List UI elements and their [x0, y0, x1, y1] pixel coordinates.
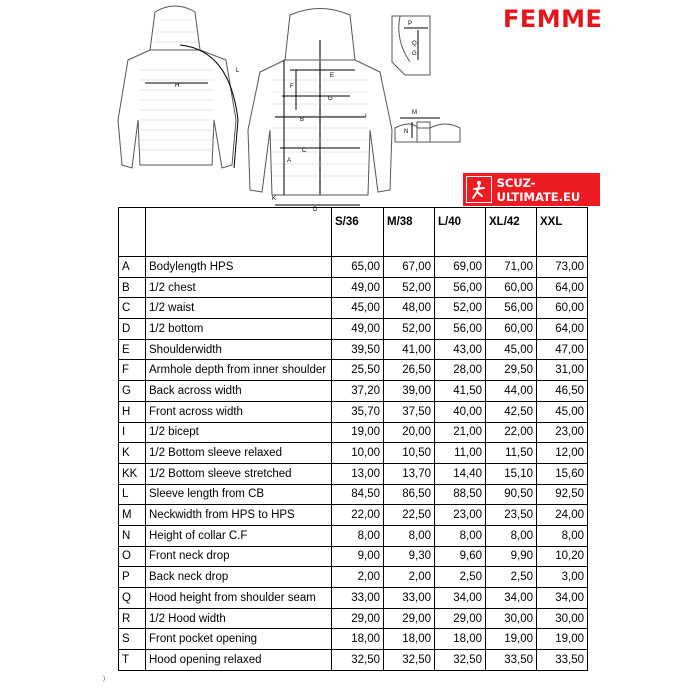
header-size-m: M/38 — [384, 208, 435, 257]
row-size-value: 31,00 — [537, 360, 588, 381]
table-row — [119, 422, 588, 443]
row-measurement-name: 1/2 Hood width — [146, 608, 332, 629]
row-size-value: 34,00 — [537, 588, 588, 609]
row-size-value: 13,70 — [384, 463, 435, 484]
row-size-value: 33,00 — [384, 588, 435, 609]
row-size-value: 26,50 — [384, 360, 435, 381]
ski-figure-icon — [466, 176, 492, 203]
row-measurement-name: Back across width — [146, 381, 332, 402]
row-size-value: 8,00 — [537, 525, 588, 546]
diagram-label-k: K — [272, 196, 277, 202]
header-measurement — [146, 208, 332, 257]
diagram-label-d: D — [313, 207, 318, 213]
row-size-value: 52,00 — [384, 277, 435, 298]
row-size-value: 11,50 — [486, 443, 537, 464]
row-code: K — [119, 443, 146, 464]
row-size-value: 60,00 — [486, 277, 537, 298]
row-size-value: 29,00 — [435, 608, 486, 629]
row-code: L — [119, 484, 146, 505]
row-size-value: 92,50 — [537, 484, 588, 505]
row-size-value: 2,50 — [435, 567, 486, 588]
row-code: E — [119, 339, 146, 360]
row-size-value: 22,00 — [332, 505, 384, 526]
table-row — [119, 298, 588, 319]
table-row — [119, 484, 588, 505]
row-size-value: 23,00 — [537, 422, 588, 443]
row-size-value: 10,00 — [332, 443, 384, 464]
row-size-value: 28,00 — [435, 360, 486, 381]
diagram-label-i: I — [365, 114, 367, 120]
row-size-value: 11,00 — [435, 443, 486, 464]
row-size-value: 23,00 — [435, 505, 486, 526]
row-size-value: 69,00 — [435, 257, 486, 278]
table-row — [119, 401, 588, 422]
row-measurement-name: 1/2 waist — [146, 298, 332, 319]
diagram-label-e: E — [330, 73, 335, 79]
row-size-value: 8,00 — [435, 525, 486, 546]
table-row — [119, 567, 588, 588]
row-size-value: 71,00 — [486, 257, 537, 278]
diagram-label-g: G — [328, 96, 333, 102]
row-measurement-name: Shoulderwidth — [146, 339, 332, 360]
row-size-value: 64,00 — [537, 277, 588, 298]
row-size-value: 90,50 — [486, 484, 537, 505]
row-size-value: 32,50 — [384, 650, 435, 671]
row-code: R — [119, 608, 146, 629]
table-row — [119, 588, 588, 609]
table-row — [119, 525, 588, 546]
header-size-l: L/40 — [435, 208, 486, 257]
row-size-value: 41,00 — [384, 339, 435, 360]
row-size-value: 56,00 — [486, 298, 537, 319]
logo-text: SCUZ-ULTIMATE.EU — [496, 175, 581, 204]
row-size-value: 48,00 — [384, 298, 435, 319]
row-size-value: 10,50 — [384, 443, 435, 464]
size-chart-table — [118, 207, 588, 671]
row-measurement-name: Front across width — [146, 401, 332, 422]
table-row — [119, 339, 588, 360]
row-size-value: 29,00 — [332, 608, 384, 629]
row-code: I — [119, 422, 146, 443]
row-measurement-name: Front neck drop — [146, 546, 332, 567]
row-size-value: 19,00 — [486, 629, 537, 650]
row-size-value: 56,00 — [435, 319, 486, 340]
row-size-value: 3,00 — [537, 567, 588, 588]
row-size-value: 18,00 — [384, 629, 435, 650]
diagram-label-f: F — [290, 84, 294, 90]
row-measurement-name: 1/2 bottom — [146, 319, 332, 340]
row-size-value: 20,00 — [384, 422, 435, 443]
row-code: N — [119, 525, 146, 546]
header-size-s: S/36 — [332, 208, 384, 257]
row-size-value: 24,00 — [537, 505, 588, 526]
row-size-value: 2,00 — [384, 567, 435, 588]
row-size-value: 2,00 — [332, 567, 384, 588]
row-size-value: 13,00 — [332, 463, 384, 484]
row-size-value: 39,50 — [332, 339, 384, 360]
table-row — [119, 629, 588, 650]
row-size-value: 15,10 — [486, 463, 537, 484]
row-size-value: 52,00 — [435, 298, 486, 319]
row-size-value: 9,90 — [486, 546, 537, 567]
row-code: C — [119, 298, 146, 319]
page-title: FEMME — [503, 5, 603, 33]
row-size-value: 40,00 — [435, 401, 486, 422]
row-code: M — [119, 505, 146, 526]
row-measurement-name: Sleeve length from CB — [146, 484, 332, 505]
row-size-value: 60,00 — [537, 298, 588, 319]
row-size-value: 9,60 — [435, 546, 486, 567]
row-code: G — [119, 381, 146, 402]
table-row — [119, 443, 588, 464]
row-size-value: 44,00 — [486, 381, 537, 402]
row-size-value: 14,40 — [435, 463, 486, 484]
table-row — [119, 608, 588, 629]
row-measurement-name: Height of collar C.F — [146, 525, 332, 546]
table-row — [119, 381, 588, 402]
brand-logo — [463, 173, 600, 206]
row-size-value: 12,00 — [537, 443, 588, 464]
front-view-sketch — [248, 9, 392, 206]
row-size-value: 35,70 — [332, 401, 384, 422]
row-code: H — [119, 401, 146, 422]
table-row — [119, 360, 588, 381]
row-size-value: 9,30 — [384, 546, 435, 567]
diagram-label-hood-g: G — [412, 51, 417, 57]
row-size-value: 8,00 — [332, 525, 384, 546]
diagram-label-h: H — [175, 83, 180, 89]
diagram-label-l: L — [236, 68, 240, 74]
row-size-value: 22,00 — [486, 422, 537, 443]
row-size-value: 42,50 — [486, 401, 537, 422]
row-size-value: 49,00 — [332, 277, 384, 298]
row-size-value: 30,00 — [537, 608, 588, 629]
row-size-value: 23,50 — [486, 505, 537, 526]
row-size-value: 39,00 — [384, 381, 435, 402]
row-size-value: 65,00 — [332, 257, 384, 278]
row-size-value: 15,60 — [537, 463, 588, 484]
table-row — [119, 650, 588, 671]
row-size-value: 43,00 — [435, 339, 486, 360]
row-measurement-name: Back neck drop — [146, 567, 332, 588]
row-size-value: 34,00 — [486, 588, 537, 609]
row-code: A — [119, 257, 146, 278]
table-row — [119, 257, 588, 278]
row-size-value: 9,00 — [332, 546, 384, 567]
header-size-xxl: XXL — [537, 208, 588, 257]
row-size-value: 47,00 — [537, 339, 588, 360]
table-row — [119, 277, 588, 298]
row-size-value: 29,00 — [384, 608, 435, 629]
row-measurement-name: 1/2 bicept — [146, 422, 332, 443]
row-size-value: 29,50 — [486, 360, 537, 381]
row-size-value: 25,50 — [332, 360, 384, 381]
row-measurement-name: Bodylength HPS — [146, 257, 332, 278]
row-size-value: 32,50 — [435, 650, 486, 671]
header-size-xl: XL/42 — [486, 208, 537, 257]
row-size-value: 41,50 — [435, 381, 486, 402]
row-code: B — [119, 277, 146, 298]
row-size-value: 52,00 — [384, 319, 435, 340]
diagram-label-c: C — [302, 148, 307, 154]
row-size-value: 22,50 — [384, 505, 435, 526]
row-measurement-name: Armhole depth from inner shoulder — [146, 360, 332, 381]
row-size-value: 45,00 — [486, 339, 537, 360]
row-size-value: 60,00 — [486, 319, 537, 340]
row-size-value: 33,50 — [537, 650, 588, 671]
row-size-value: 45,00 — [332, 298, 384, 319]
row-measurement-name: Front pocket opening — [146, 629, 332, 650]
row-size-value: 19,00 — [537, 629, 588, 650]
side-mark: ) — [103, 676, 105, 682]
row-size-value: 8,00 — [384, 525, 435, 546]
header-code — [119, 208, 146, 257]
diagram-label-p: P — [408, 21, 413, 27]
diagram-label-a: A — [287, 158, 292, 164]
row-code: D — [119, 319, 146, 340]
row-code: S — [119, 629, 146, 650]
row-size-value: 64,00 — [537, 319, 588, 340]
row-size-value: 88,50 — [435, 484, 486, 505]
row-size-value: 84,50 — [332, 484, 384, 505]
diagram-label-b: B — [300, 117, 305, 123]
row-size-value: 32,50 — [332, 650, 384, 671]
row-code: P — [119, 567, 146, 588]
row-measurement-name: Hood height from shoulder seam — [146, 588, 332, 609]
row-size-value: 37,50 — [384, 401, 435, 422]
diagram-label-q: Q — [412, 41, 417, 47]
row-measurement-name: Neckwidth from HPS to HPS — [146, 505, 332, 526]
row-size-value: 49,00 — [332, 319, 384, 340]
row-size-value: 18,00 — [435, 629, 486, 650]
row-size-value: 37,20 — [332, 381, 384, 402]
row-size-value: 2,50 — [486, 567, 537, 588]
table-row — [119, 463, 588, 484]
table-row — [119, 505, 588, 526]
row-size-value: 73,00 — [537, 257, 588, 278]
row-size-value: 34,00 — [435, 588, 486, 609]
row-size-value: 30,00 — [486, 608, 537, 629]
table-row — [119, 319, 588, 340]
row-code: Q — [119, 588, 146, 609]
row-size-value: 8,00 — [486, 525, 537, 546]
row-size-value: 67,00 — [384, 257, 435, 278]
row-size-value: 10,20 — [537, 546, 588, 567]
row-size-value: 19,00 — [332, 422, 384, 443]
row-size-value: 33,50 — [486, 650, 537, 671]
row-size-value: 18,00 — [332, 629, 384, 650]
row-measurement-name: 1/2 Bottom sleeve stretched — [146, 463, 332, 484]
row-code: F — [119, 360, 146, 381]
table-header-row — [119, 208, 588, 257]
diagram-label-n: N — [404, 129, 409, 135]
row-code: T — [119, 650, 146, 671]
row-measurement-name: 1/2 chest — [146, 277, 332, 298]
row-size-value: 56,00 — [435, 277, 486, 298]
diagram-label-m: M — [412, 110, 417, 116]
table-row — [119, 546, 588, 567]
row-size-value: 45,00 — [537, 401, 588, 422]
row-size-value: 21,00 — [435, 422, 486, 443]
row-code: KK — [119, 463, 146, 484]
row-measurement-name: Hood opening relaxed — [146, 650, 332, 671]
row-size-value: 46,50 — [537, 381, 588, 402]
row-measurement-name: 1/2 Bottom sleeve relaxed — [146, 443, 332, 464]
row-size-value: 33,00 — [332, 588, 384, 609]
row-code: O — [119, 546, 146, 567]
row-size-value: 86,50 — [384, 484, 435, 505]
